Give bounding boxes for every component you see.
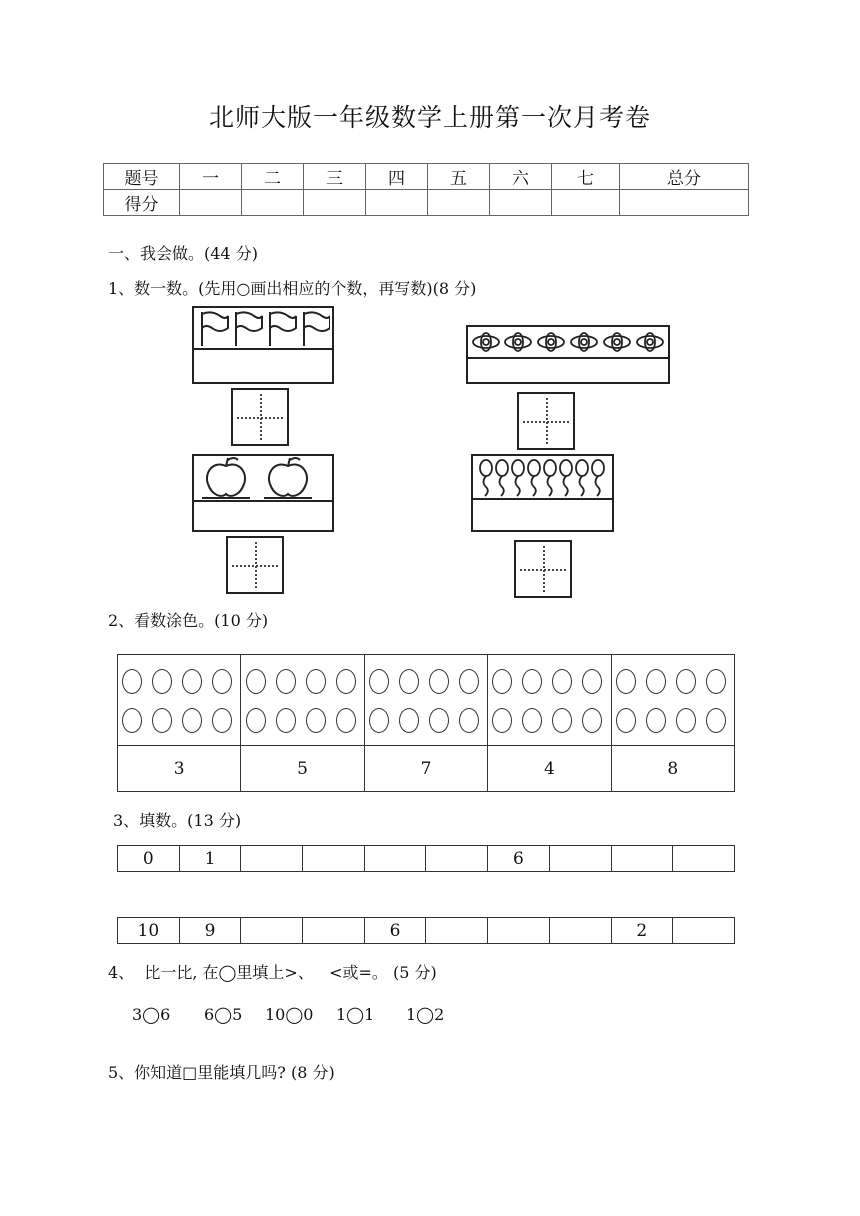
color-number: 7 (364, 746, 487, 792)
circle[interactable] (276, 708, 296, 733)
header-cell: 四 (366, 164, 428, 190)
circle[interactable] (182, 708, 202, 733)
fill-cell[interactable] (241, 918, 303, 944)
question-4: 4、 比一比, 在◯里填上>、 <或=。 (5 分) (108, 963, 437, 982)
fill-cell[interactable] (673, 846, 735, 872)
circle[interactable] (212, 708, 232, 733)
question-5: 5、你知道□里能填几吗? (8 分) (108, 1063, 335, 1082)
section-heading: 一、我会做。(44 分) (108, 244, 258, 263)
balloon-icon (560, 460, 572, 496)
circle[interactable] (399, 708, 419, 733)
circle[interactable] (399, 669, 419, 694)
answer-grid-box[interactable] (231, 388, 289, 446)
header-cell: 三 (304, 164, 366, 190)
flower-icon (473, 333, 499, 351)
question-3: 3、填数。(13 分) (113, 811, 242, 830)
apples-box (192, 454, 334, 532)
flag-icon (236, 312, 262, 346)
circles-row (118, 655, 735, 746)
fill-cell[interactable]: 9 (179, 918, 241, 944)
color-number: 4 (488, 746, 611, 792)
fill-row (118, 846, 735, 872)
balloons-box (471, 454, 614, 532)
circle[interactable] (616, 669, 636, 694)
circle[interactable] (522, 708, 542, 733)
flower-icon (538, 333, 564, 351)
fill-cell[interactable] (611, 846, 673, 872)
fill-cell[interactable] (673, 918, 735, 944)
circle[interactable] (122, 669, 142, 694)
fill-cell[interactable] (549, 846, 611, 872)
header-cell: 二 (242, 164, 304, 190)
fill-cell[interactable]: 0 (118, 846, 180, 872)
circle-group (611, 655, 734, 746)
score-cell[interactable] (304, 190, 366, 216)
circle-group (118, 655, 241, 746)
fill-cell[interactable]: 1 (179, 846, 241, 872)
circle[interactable] (429, 669, 449, 694)
compare-item[interactable]: 6◯5 (204, 1005, 243, 1024)
circle[interactable] (616, 708, 636, 733)
flower-icon (604, 333, 630, 351)
circle-group (364, 655, 487, 746)
flowers-box (466, 325, 670, 384)
fill-table-row-2 (117, 917, 735, 944)
circle[interactable] (646, 708, 666, 733)
balloon-icon (544, 460, 556, 496)
divider (473, 498, 612, 500)
answer-grid-box[interactable] (226, 536, 284, 594)
circle[interactable] (246, 708, 266, 733)
header-cell: 七 (552, 164, 620, 190)
score-table (103, 163, 749, 216)
header-cell: 总分 (620, 164, 749, 190)
fill-cell[interactable] (303, 846, 365, 872)
score-cell[interactable] (490, 190, 552, 216)
color-number: 3 (118, 746, 241, 792)
balloon-icon (592, 460, 604, 496)
score-cell[interactable] (552, 190, 620, 216)
numbers-row (118, 746, 735, 792)
score-cell[interactable] (180, 190, 242, 216)
question-2: 2、看数涂色。(10 分) (108, 611, 269, 630)
circle[interactable] (459, 669, 479, 694)
answer-grid-box[interactable] (517, 392, 575, 450)
circle[interactable] (459, 708, 479, 733)
circle[interactable] (369, 669, 389, 694)
circle[interactable] (306, 669, 326, 694)
circle[interactable] (212, 669, 232, 694)
circle[interactable] (552, 708, 572, 733)
color-number: 8 (611, 746, 734, 792)
fill-cell[interactable] (303, 918, 365, 944)
score-cell[interactable] (242, 190, 304, 216)
fill-cell[interactable]: 6 (364, 918, 426, 944)
apple-icon (264, 458, 312, 498)
compare-item[interactable]: 10◯0 (265, 1005, 314, 1024)
score-row (104, 190, 749, 216)
balloon-icon (576, 460, 588, 496)
compare-item[interactable]: 1◯1 (336, 1005, 375, 1024)
circle[interactable] (336, 669, 356, 694)
fill-cell[interactable] (549, 918, 611, 944)
divider (194, 500, 332, 502)
header-cell: 题号 (104, 164, 180, 190)
flowers-picture (468, 329, 668, 357)
circle[interactable] (522, 669, 542, 694)
fill-cell[interactable]: 6 (488, 846, 550, 872)
balloon-icon (496, 460, 508, 496)
circle[interactable] (276, 669, 296, 694)
circle[interactable] (676, 708, 696, 733)
fill-cell[interactable] (364, 846, 426, 872)
apple-icon (202, 458, 250, 498)
balloons-picture (477, 458, 612, 498)
flags-picture (198, 310, 330, 348)
fill-cell[interactable] (241, 846, 303, 872)
circle[interactable] (152, 708, 172, 733)
fill-cell[interactable] (426, 918, 488, 944)
score-cell[interactable] (620, 190, 749, 216)
circle[interactable] (646, 669, 666, 694)
fill-cell[interactable]: 2 (611, 918, 673, 944)
color-number: 5 (241, 746, 364, 792)
flower-icon (637, 333, 663, 351)
circle[interactable] (706, 669, 726, 694)
balloon-icon (512, 460, 524, 496)
circle[interactable] (676, 669, 696, 694)
circle-group (488, 655, 611, 746)
compare-item[interactable]: 3◯6 (132, 1005, 171, 1024)
circle[interactable] (706, 708, 726, 733)
page-title: 北师大版一年级数学上册第一次月考卷 (208, 103, 651, 132)
circle[interactable] (429, 708, 449, 733)
question-1: 1、数一数。(先用○画出相应的个数，再写数)(8 分) (108, 279, 477, 298)
circle[interactable] (492, 708, 512, 733)
header-cell: 一 (180, 164, 242, 190)
circle[interactable] (246, 669, 266, 694)
circle[interactable] (552, 669, 572, 694)
flower-icon (505, 333, 531, 351)
flower-icon (571, 333, 597, 351)
header-cell: 五 (428, 164, 490, 190)
flag-icon (270, 312, 296, 346)
divider (194, 348, 332, 350)
circle[interactable] (492, 669, 512, 694)
flag-icon (304, 312, 330, 346)
circle-group (241, 655, 364, 746)
circle[interactable] (336, 708, 356, 733)
score-row-label: 得分 (104, 190, 180, 216)
balloon-icon (480, 460, 492, 496)
score-header-row (104, 164, 749, 190)
circle[interactable] (306, 708, 326, 733)
fill-cell[interactable] (488, 918, 550, 944)
circle[interactable] (582, 669, 602, 694)
apples-picture (202, 456, 328, 500)
color-table (117, 654, 735, 792)
score-cell[interactable] (366, 190, 428, 216)
fill-cell[interactable] (426, 846, 488, 872)
circle[interactable] (182, 669, 202, 694)
balloon-icon (528, 460, 540, 496)
circle[interactable] (152, 669, 172, 694)
answer-grid-box[interactable] (514, 540, 572, 598)
fill-row (118, 918, 735, 944)
score-cell[interactable] (428, 190, 490, 216)
fill-table-row-1 (117, 845, 735, 872)
circle[interactable] (582, 708, 602, 733)
circle[interactable] (369, 708, 389, 733)
header-cell: 六 (490, 164, 552, 190)
compare-item[interactable]: 1◯2 (406, 1005, 445, 1024)
circle[interactable] (122, 708, 142, 733)
divider (468, 357, 668, 359)
flags-box (192, 306, 334, 384)
fill-cell[interactable]: 10 (118, 918, 180, 944)
flag-icon (202, 312, 228, 346)
